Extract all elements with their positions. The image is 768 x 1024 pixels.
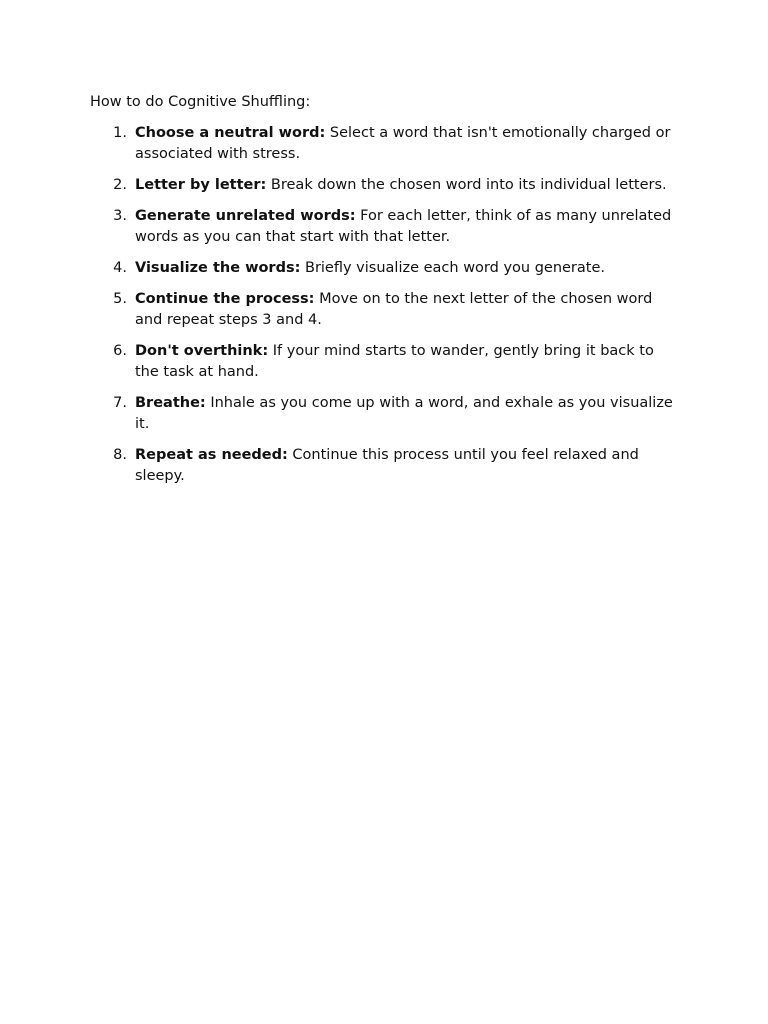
step-term: Repeat as needed: (135, 447, 288, 463)
step-body (135, 206, 680, 248)
step-text: Inhale as you come up with a word, and exhale as you visualize it. (135, 395, 673, 432)
step-term: Don't overthink: (135, 343, 269, 359)
step-term: Choose a neutral word: (135, 125, 326, 141)
step-text: If your mind starts to wander, gently bring it back to the task at hand. (135, 343, 654, 380)
step-body (135, 393, 680, 435)
step-body (135, 123, 680, 165)
list-item (90, 123, 690, 165)
step-number: 2. (113, 177, 127, 193)
step-number: 5. (113, 291, 127, 307)
step-text: Select a word that isn't emotionally charged or associated with stress. (135, 125, 671, 162)
step-text: Continue this process until you feel relaxed and sleepy. (135, 447, 639, 484)
step-number: 7. (113, 395, 127, 411)
list-item (90, 445, 690, 487)
step-number: 6. (113, 343, 127, 359)
step-body (135, 175, 680, 196)
step-number: 8. (113, 447, 127, 463)
step-body (135, 445, 680, 487)
step-text: For each letter, think of as many unrelated words as you can that start with that letter. (135, 208, 672, 245)
steps-list (90, 123, 690, 487)
document-page (90, 92, 690, 497)
step-term: Letter by letter: (135, 177, 267, 193)
intro-heading: How to do Cognitive Shuffling: (90, 94, 311, 110)
step-text: Break down the chosen word into its individual letters. (266, 177, 667, 193)
step-number: 3. (113, 208, 127, 224)
step-term: Breathe: (135, 395, 206, 411)
step-term: Generate unrelated words: (135, 208, 356, 224)
step-term: Continue the process: (135, 291, 315, 307)
list-item (90, 175, 690, 196)
list-item (90, 341, 690, 383)
step-number: 1. (113, 125, 127, 141)
list-item (90, 258, 690, 279)
step-body (135, 289, 680, 331)
step-body (135, 258, 680, 279)
step-text: Move on to the next letter of the chosen word and repeat steps 3 and 4. (135, 291, 653, 328)
list-item (90, 393, 690, 435)
step-number: 4. (113, 260, 127, 276)
step-body (135, 341, 680, 383)
step-text: Briefly visualize each word you generate. (300, 260, 605, 276)
step-term: Visualize the words: (135, 260, 301, 276)
list-item (90, 289, 690, 331)
list-item (90, 206, 690, 248)
